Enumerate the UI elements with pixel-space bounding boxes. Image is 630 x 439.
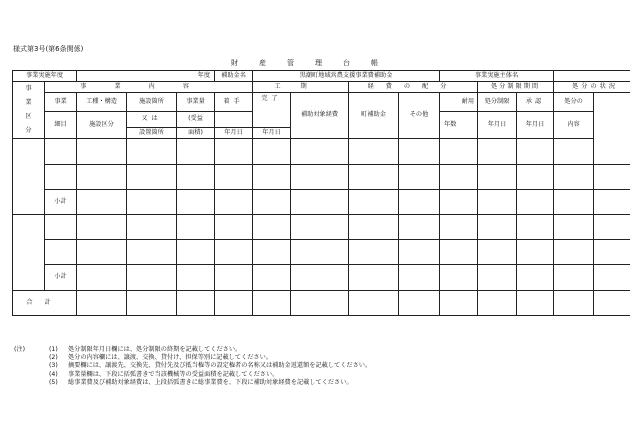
other-funding-header: その他 — [399, 93, 440, 139]
note-item — [14, 371, 371, 379]
table-row — [13, 215, 630, 240]
service-life-header-1: 耐用 — [440, 93, 478, 112]
approval-header-1: 承認 — [517, 93, 554, 112]
project-type-header: 事業 — [45, 93, 77, 112]
detail-header: 細目 — [45, 112, 77, 139]
note-item — [14, 379, 371, 387]
total-label: 合計 — [13, 291, 77, 316]
facility-location-header-3: 設置箇所 — [127, 128, 177, 139]
note-text: 処分の内容欄には、譲渡、交換、貸付け、担保等別に記載してください。 — [68, 354, 272, 362]
subtotal-row — [13, 190, 630, 215]
subsidy-target-cost-header: 補助対象経費 — [291, 93, 349, 139]
fiscal-year-label: 事業実施年度 — [13, 71, 77, 82]
operator-label: 事業実施主体名 — [440, 71, 554, 82]
note-item — [14, 346, 371, 354]
note-number: (2) — [49, 354, 58, 362]
note-text: 処分制限年月日欄には、処分制限の終期を記載してください。 — [68, 346, 242, 353]
facility-class-header: 施設区分 — [77, 112, 127, 139]
asset-ledger-table — [12, 70, 630, 316]
column-header-row-2 — [13, 93, 630, 112]
disposal-status-header: 処分の状況 — [554, 82, 630, 93]
column-header-row-1 — [13, 82, 630, 93]
disposal-content-header-2: 内容 — [554, 112, 594, 139]
note-text: 摘要欄には、譲渡先、交換先、貸付先及び抵当権等の設定権者の名称又は補助金返還額を記載してください。 — [68, 362, 372, 370]
construction-period-header: 工期 — [253, 82, 349, 93]
note-item — [14, 362, 371, 370]
notes-heading: (注) — [14, 346, 26, 353]
note-text: 事業量欄は、下段に括弧書きで当該機械等の受益面積を記載してください。 — [68, 370, 279, 378]
note-number: (1) — [49, 346, 58, 353]
document-title — [0, 58, 630, 68]
project-class-char-2: 業 — [25, 99, 32, 106]
project-amount-header-1: 事業量 — [177, 93, 215, 112]
disposal-content-header-1: 処分の — [554, 93, 594, 112]
project-class-cell — [13, 215, 45, 291]
cost-allocation-header: 経費の配分 — [349, 82, 478, 93]
project-amount-header-2: (受益 — [177, 112, 215, 128]
notes-section — [14, 346, 371, 387]
subtotal-label: 小計 — [45, 190, 77, 215]
table-row — [13, 240, 630, 265]
disposal-limit-date-header-1: 処分制限 — [478, 93, 517, 112]
note-number: (5) — [49, 378, 58, 386]
note-text: 総事業費及び補助対象経費は、上段括弧書きに総事業費を、下段に補助対象経費を記載してください。 — [68, 378, 353, 386]
form-number: 様式第3号(第6条関係) — [13, 45, 84, 53]
year-unit: 年度 — [197, 71, 211, 79]
project-class-header — [13, 82, 45, 139]
approval-header-2: 年月日 — [517, 112, 554, 139]
disposal-limit-date-header-2: 年月日 — [478, 112, 517, 139]
start-header: 着手 — [215, 93, 253, 112]
document-title-text: 財産管理台帳 — [231, 59, 399, 67]
subsidy-name-label: 補助金名 — [215, 71, 253, 82]
fiscal-year-cell — [77, 71, 215, 82]
total-row — [13, 291, 630, 316]
header-info-row — [13, 71, 630, 82]
table-row — [13, 139, 630, 165]
start-date-header: 年月日 — [215, 128, 253, 139]
service-life-header-2: 年数 — [440, 112, 478, 139]
project-class-cell — [13, 139, 45, 215]
operator-value — [554, 71, 630, 82]
project-amount-header-3: 面積) — [177, 128, 215, 139]
facility-location-header-2: 又は — [127, 112, 177, 128]
note-number: (4) — [49, 370, 58, 378]
finish-header: 完了 — [253, 93, 291, 128]
town-subsidy-header: 町補助金 — [349, 93, 399, 139]
start-spacer — [215, 112, 253, 128]
subtotal-label: 小計 — [45, 265, 77, 291]
project-content-header: 事業内容 — [45, 82, 253, 93]
note-number: (3) — [49, 362, 58, 370]
project-class-char-3: 区 — [25, 113, 32, 120]
project-class-char-1: 事 — [25, 85, 32, 92]
table-row — [13, 165, 630, 190]
finish-date-header: 年月日 — [253, 128, 291, 139]
subtotal-row — [13, 265, 630, 291]
disposal-limit-period-header: 処分制限期間 — [478, 82, 554, 93]
construction-method-header: 工種・構造 — [77, 93, 127, 112]
project-class-char-4: 分 — [25, 127, 32, 134]
facility-location-header-1: 施設箇所 — [127, 93, 177, 112]
subsidy-name-value: 黒潮町地域営農支援事業費補助金 — [253, 71, 440, 82]
